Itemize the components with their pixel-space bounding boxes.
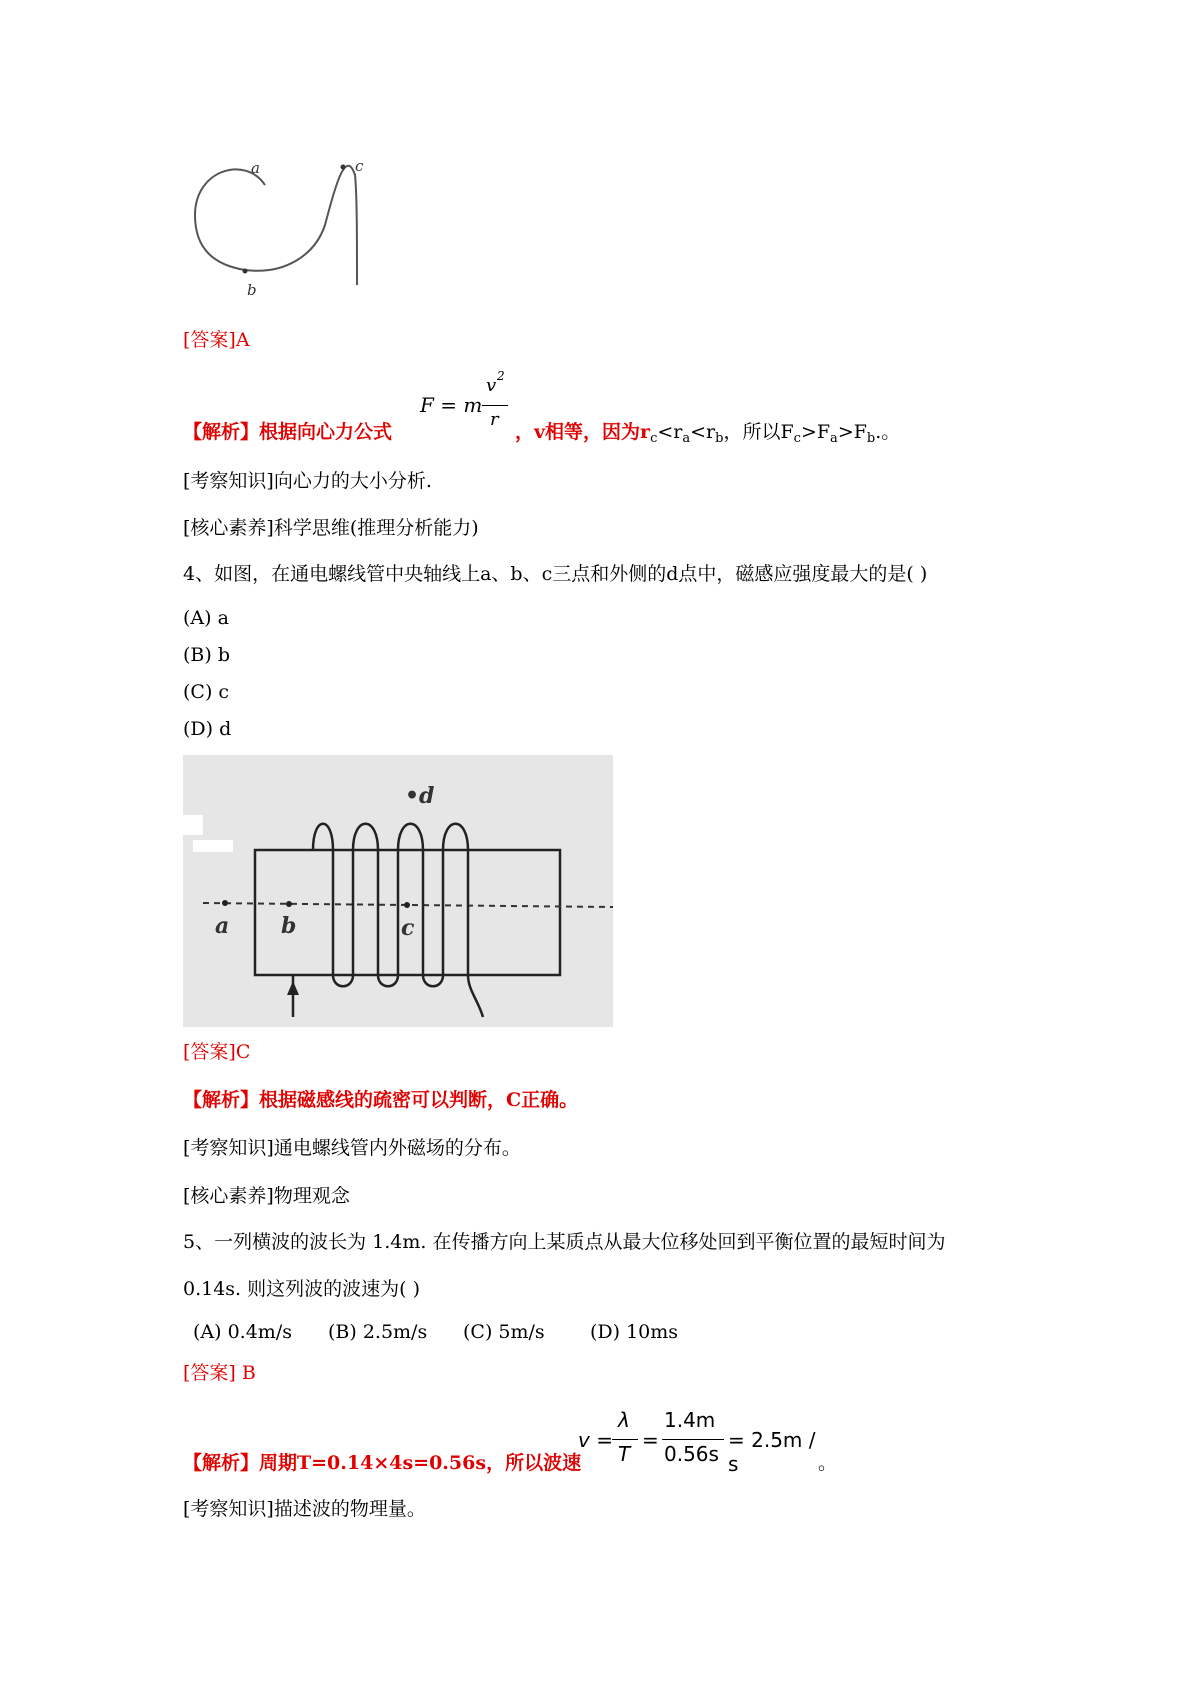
q5-stem-line1: 5、一列横波的波长为 1.4m. 在传播方向上某质点从最大位移处回到平衡位置的最短时间为	[183, 1231, 946, 1253]
q4-option-c: (C) c	[183, 681, 230, 703]
trajectory-figure	[185, 155, 385, 300]
q4-knowledge: [考察知识]通电螺线管内外磁场的分布。	[183, 1137, 521, 1159]
q3-analysis-tail: ，v相等，因为$r_c<r_a<r_b$，所以$F_c>F_a>F_b$.。	[515, 421, 901, 446]
q5-stem-line2: 0.14s. 则这列波的波速为( )	[183, 1278, 420, 1300]
solenoid-label-c: c	[401, 915, 415, 941]
q4-answer: [答案]C	[183, 1041, 251, 1063]
q4-option-b: (B) b	[183, 644, 230, 666]
centripetal-formula: F = m v 2 r	[420, 375, 510, 445]
q3-knowledge: [考察知识]向心力的大小分析.	[183, 470, 432, 492]
q3-answer: [答案]A	[183, 329, 250, 351]
q5-option-d: (D) 10ms	[590, 1321, 679, 1343]
q5-option-c: (C) 5m/s	[463, 1321, 545, 1343]
solenoid-label-d: •d	[405, 783, 435, 809]
q5-analysis: 【解析】周期T=0.14×4s=0.56s，所以波速	[183, 1452, 582, 1474]
q3-analysis	[183, 420, 392, 444]
q3-analysis-label: 【解析】根据向心力公式	[183, 421, 393, 443]
point-c-label: c	[355, 157, 364, 175]
solenoid-label-a: a	[215, 913, 230, 939]
q5-option-b: (B) 2.5m/s	[328, 1321, 428, 1343]
q3-literacy: [核心素养]科学思维(推理分析能力)	[183, 517, 479, 539]
q5-period-mark: 。	[818, 1452, 838, 1474]
q4-option-a: (A) a	[183, 607, 229, 629]
q4-option-d: (D) d	[183, 718, 232, 740]
solenoid-figure	[183, 755, 613, 1027]
q4-literacy: [核心素养]物理观念	[183, 1185, 350, 1207]
q4-analysis: 【解析】根据磁感线的疏密可以判断，C正确。	[183, 1089, 579, 1111]
solenoid-label-b: b	[281, 913, 297, 939]
point-b-label: b	[247, 281, 257, 299]
q5-answer: [答案] B	[183, 1362, 256, 1384]
wave-speed-formula: v = λ T = 1.4m 0.56s = 2.5m / s	[578, 1408, 816, 1476]
q4-stem: 4、如图，在通电螺线管中央轴线上a、b、c三点和外侧的d点中，磁感应强度最大的是( )	[183, 563, 928, 585]
point-a-label: a	[251, 159, 260, 177]
q5-knowledge: [考察知识]描述波的物理量。	[183, 1498, 426, 1520]
q5-option-a: (A) 0.4m/s	[193, 1321, 292, 1343]
